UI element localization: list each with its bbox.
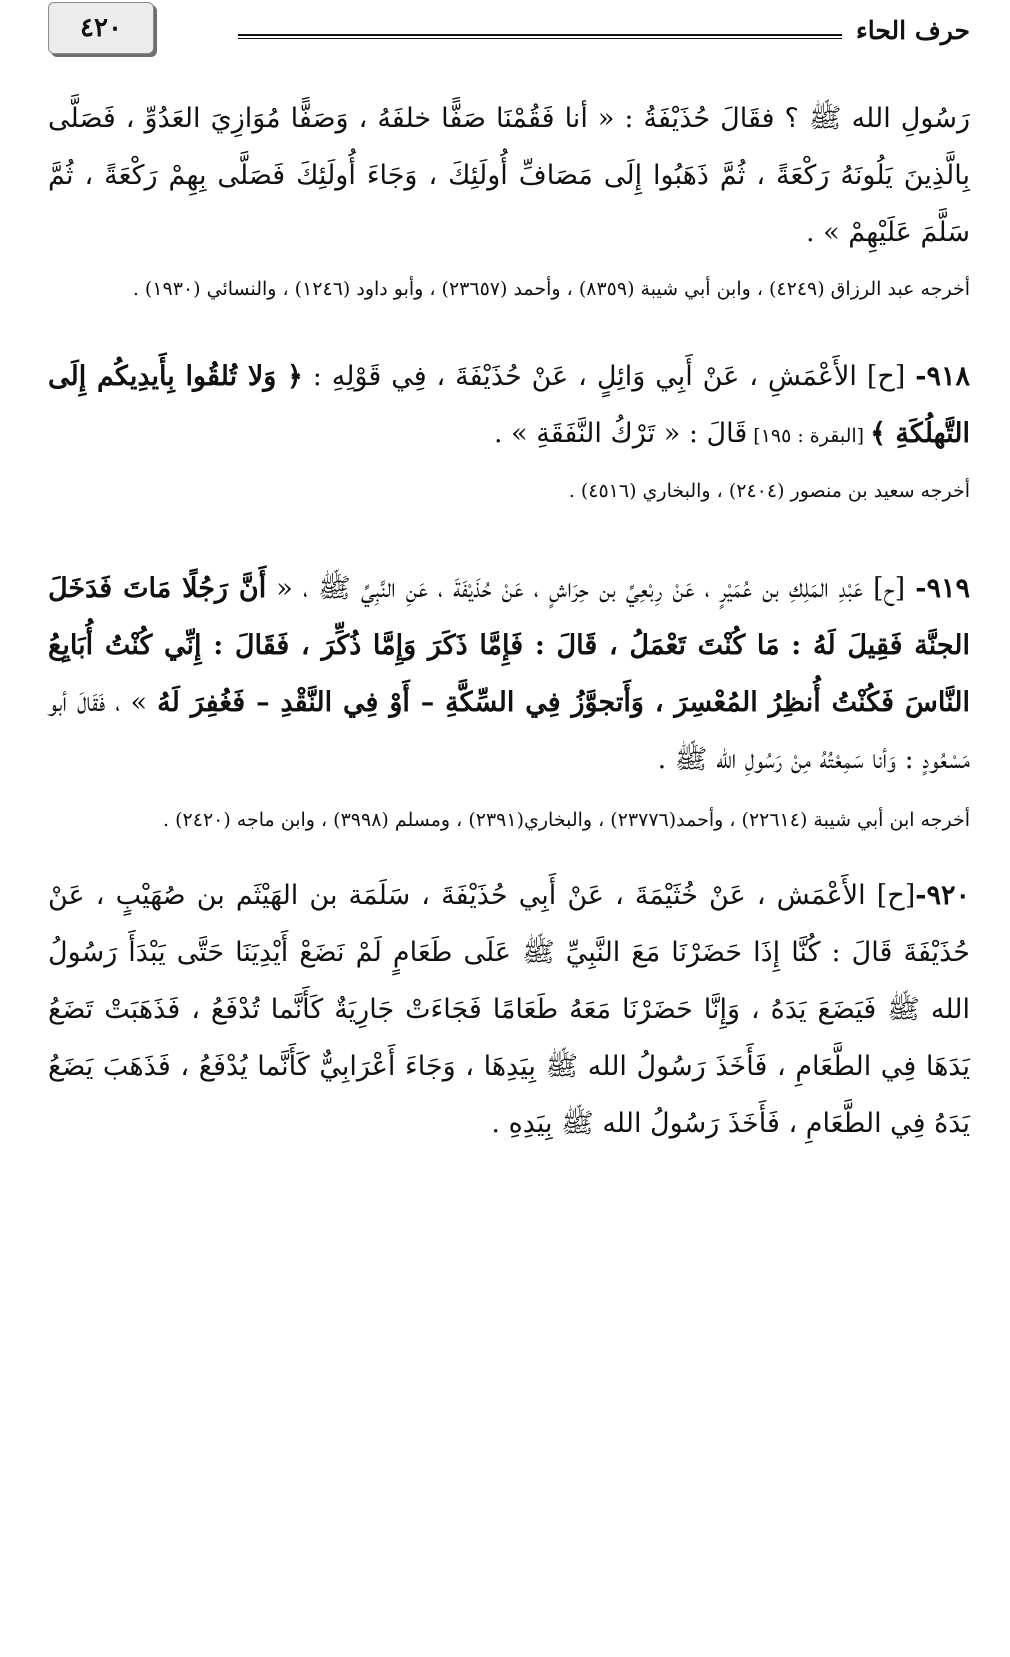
verse-reference: [البقرة : ١٩٥] [747, 425, 871, 447]
page-header [48, 0, 970, 70]
hadith-920 [48, 867, 970, 1152]
hadith-919 [48, 560, 970, 788]
footnote-takhrij-918: أخرجه سعيد بن منصور (٢٤٠٤) ، والبخاري (٤٥١٦) . [568, 480, 970, 502]
page-number: ٤٢٠ [48, 2, 154, 54]
hadith-outro: » ، فَقَالَ أبو مَسْعُودٍ : وَأنا سَمِعْتُهُ مِنْ رَسُولِ الله ﷺ . [48, 687, 970, 775]
hadith-918 [48, 348, 970, 465]
paragraph-continuation: رَسُولِ الله ﷺ ؟ فقَالَ حُذَيْفَةُ : « أنا فَقُمْنَا صَفًّا خلفَهُ ، وَصَفًّا مُوَازِيَ العَدُوِّ ، فَصَلَّى بِالَّذِينَ يَلُونَهُ رَكْعَةً ، ثُمَّ ذَهَبُوا إِلَى مَصَافِّ أُولَئِكَ ، وَجَاءَ أُولَئِكَ فَصَلَّى بِهِمْ رَكْعَةً ، ثُمَّ سَلَّمَ عَلَيْهِمْ » . [48, 103, 970, 248]
hadith-text: [ح] الأَعْمَش ، عَنْ خُثَيْمَةَ ، عَنْ أَبِي حُذَيْفَةَ ، سَلَمَة بن الهَيْثَم بن صُهَيْبٍ ، عَنْ حُذَيْفَةَ قَالَ : كُنَّا إِذَا حَضَرْنَا مَعَ النَّبِيِّ ﷺ عَلَى طَعَامٍ لَمْ نَضَعْ أَيْدِيَنَا حَتَّى يَبْدَأَ رَسُولُ الله ﷺ فَيَضَعَ يَدَهُ ، وَإِنَّا حَضَرْنَا مَعَهُ طَعَامًا فَجَاءَتْ جَارِيَةٌ كَأَنَّما تُدْفَعُ ، فَذَهَبَتْ تَضَعُ يَدَهَا فِي الطَّعَامِ ، فَأَخَذَ رَسُولُ الله ﷺ بِيَدِهَا ، وَجَاءَ أَعْرَابِيٌّ كَأَنَّما يُدْفَعُ ، فَذَهَبَ يَضَعُ يَدَهُ فِي الطَّعَامِ ، فَأَخَذَ رَسُولُ الله ﷺ بِيَدِهِ . [48, 880, 970, 1139]
hadith-narrators: [ح] الأَعْمَشِ ، عَنْ أَبِي وَائِلٍ ، عَنْ حُذَيْفَةَ ، فِي قَوْلِهِ : [302, 361, 916, 392]
hadith-number: ٩٢٠- [915, 880, 970, 911]
quran-verse: ﴿ وَلا تُلقُوا بِأَيدِيكُم إِلَى التَّهلُكَةِ ﴾ [48, 361, 970, 449]
hadith-text: قَالَ : « تَرْكُ النَّفَقَةِ » . [493, 418, 748, 449]
running-head: حرف الحاء [856, 16, 970, 45]
hadith-matn: أَنَّ رَجُلًا مَاتَ فَدَخَلَ الجنَّة فَقِيلَ لَهُ : مَا كُنْتَ تَعْمَلُ ، قَالَ : فَإِمَّا ذَكَرَ وَإِمَّا ذُكِّرَ ، فَقَالَ : إِنِّي كُنْتُ أُبَايِعُ النَّاسَ فَكُنْتُ أُنظِرُ المُعْسِرَ ، وَأَتجوَّزُ فِي السِّكَّةِ – أَوْ فِي النَّقْدِ – فَغُفِرَ لَهُ [48, 573, 970, 718]
hadith-intro: [ح] عَبْدِ المَلِكِ بن عُمَيْرٍ ، عَنْ رِبْعِيِّ بن حِرَاشٍ ، عَنْ حُذَيْفَةَ ، عَنِ النَّبِيِّ ﷺ ، « [266, 573, 916, 604]
footnote-takhrij-917: أخرجه عبد الرزاق (٤٢٤٩) ، وابن أبي شيبة (٨٣٥٩) ، وأحمد (٢٣٦٥٧) ، وأبو داود (١٢٤٦) ، والنسائي (١٩٣٠) . [132, 278, 970, 300]
footnote-takhrij-919: أخرجه ابن أبي شيبة (٢٢٦١٤) ، وأحمد(٢٣٧٧٦) ، والبخاري(٢٣٩١) ، ومسلم (٣٩٩٨) ، وابن ماجه (٢٤٢٠) . [163, 809, 970, 831]
header-rule [238, 34, 842, 39]
hadith-number: ٩١٩- [915, 573, 970, 604]
page [48, 0, 970, 1657]
hadith-number: ٩١٨- [915, 361, 970, 392]
